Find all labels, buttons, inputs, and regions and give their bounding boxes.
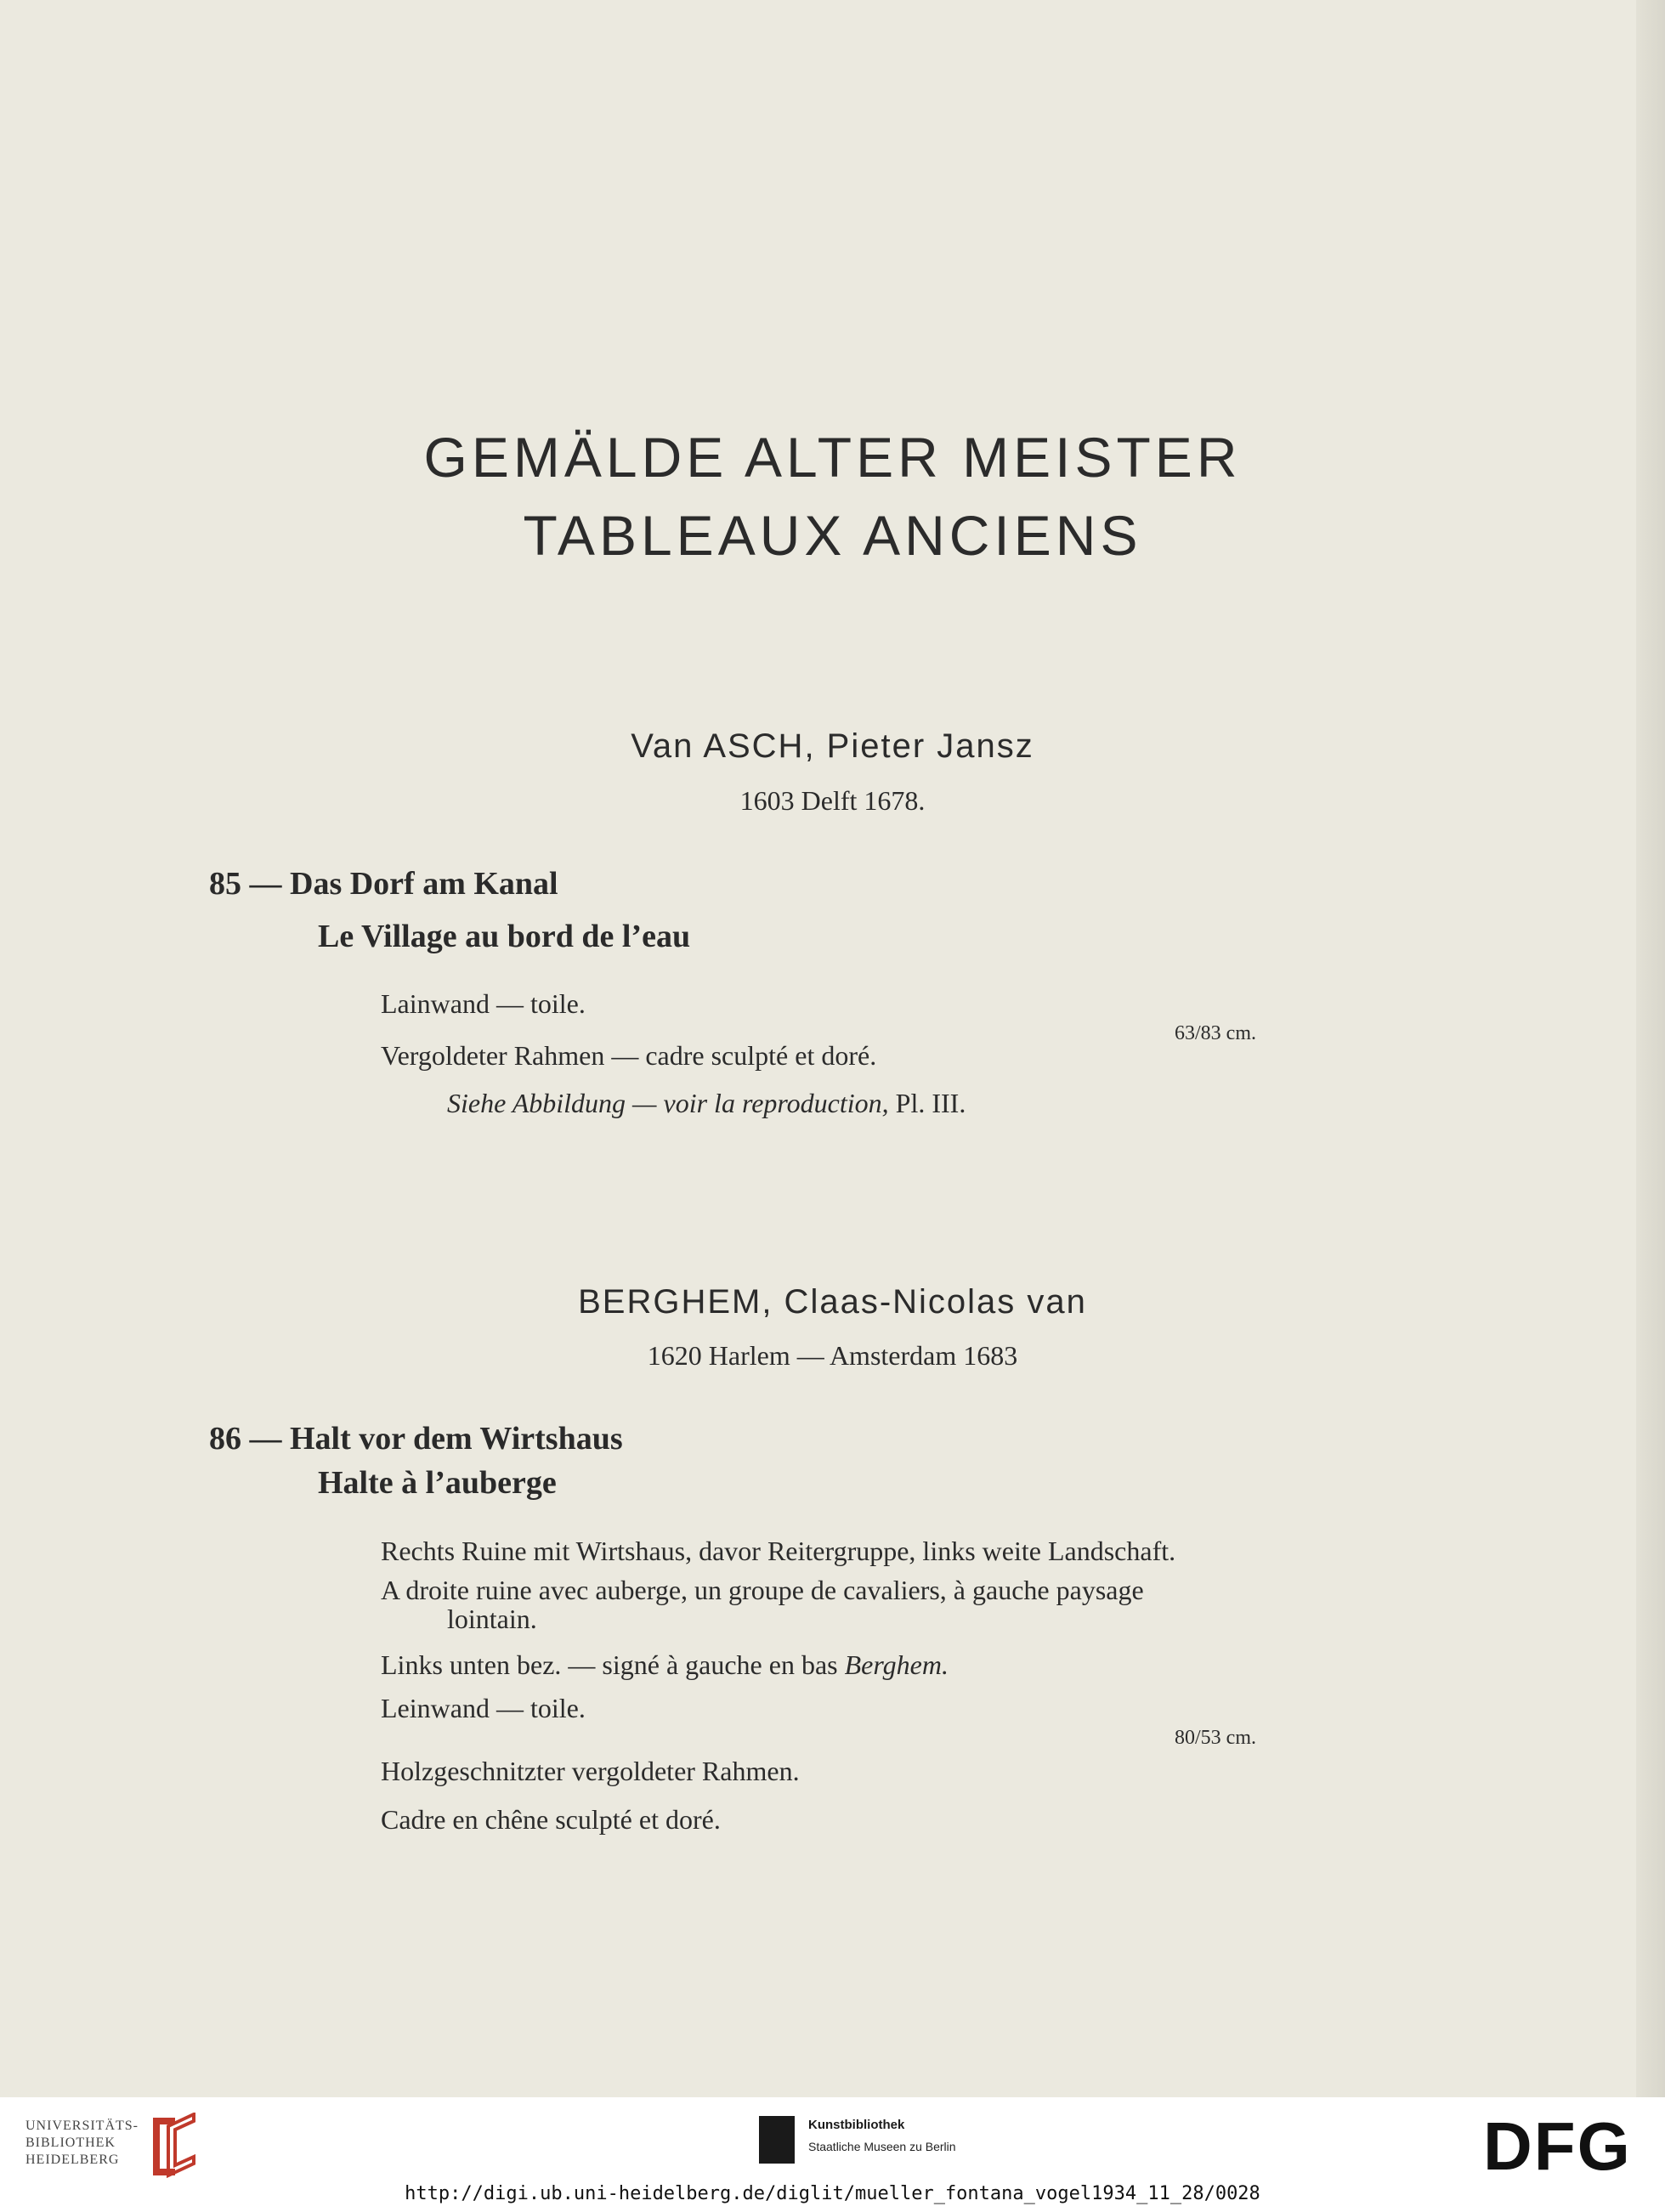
signature-label: Links unten bez. — signé à gauche en bas — [381, 1649, 838, 1680]
dimensions: 63/83 cm. — [1175, 1022, 1256, 1044]
university-library-name: UNIVERSITÄTS- BIBLIOTHEK HEIDELBERG — [25, 2119, 139, 2167]
illustration-reference — [447, 1088, 966, 1119]
description-french-line1: A droite ruine avec auberge, un groupe de cavaliers, à gauche paysage — [381, 1575, 1144, 1605]
dimensions: 80/53 cm. — [1175, 1727, 1256, 1749]
frame-text-french: Cadre en chêne sculpté et doré. — [381, 1804, 721, 1835]
kunstbibliothek-logo[interactable] — [759, 2116, 1048, 2167]
artist-name: Van ASCH, Pieter Jansz — [631, 727, 1034, 765]
section-title-german: GEMÄLDE ALTER MEISTER — [423, 426, 1242, 489]
description-french-line2: lointain. — [447, 1604, 537, 1634]
signature-text — [381, 1649, 949, 1681]
support-text: Lainwand — toile. — [381, 988, 586, 1019]
artist-name: BERGHEM, Claas-Nicolas van — [578, 1283, 1087, 1321]
kunstbibliothek-subtitle: Staatliche Museen zu Berlin — [808, 2140, 956, 2153]
support-text: Leinwand — toile. — [381, 1693, 586, 1723]
frame-text-german: Holzgeschnitzter vergoldeter Rahmen. — [381, 1756, 800, 1786]
section-title-french: TABLEAUX ANCIENS — [523, 504, 1142, 567]
university-library-logo[interactable] — [25, 2107, 204, 2184]
lot-title-french: Halte à l’auberge — [318, 1465, 557, 1501]
artist-dates: 1603 Delft 1678. — [739, 785, 926, 816]
illustration-plate: Pl. III. — [895, 1088, 966, 1118]
eagle-icon — [759, 2116, 795, 2164]
signature-name: Berghem. — [844, 1649, 949, 1680]
illustration-reference-italic: Siehe Abbildung — voir la reproduction, — [447, 1088, 889, 1118]
source-url[interactable]: http://digi.ub.uni-heidelberg.de/diglit/mueller_fontana_vogel1934_11_28/0028 — [405, 2183, 1260, 2204]
frame-text: Vergoldeter Rahmen — cadre sculpté et doré. — [381, 1040, 877, 1071]
description-french — [381, 1576, 1326, 1633]
page-edge-shadow — [1636, 0, 1665, 2097]
kunstbibliothek-name: Kunstbibliothek — [808, 2118, 905, 2132]
lot-title-french: Le Village au bord de l’eau — [318, 919, 691, 954]
lot-title-german: 86 — Halt vor dem Wirtshaus — [209, 1421, 623, 1457]
lot-title-german: 85 — Das Dorf am Kanal — [209, 866, 558, 902]
dfg-logo[interactable]: DFG — [1483, 2108, 1632, 2184]
description-german: Rechts Ruine mit Wirtshaus, davor Reitergruppe, links weite Landschaft. — [381, 1536, 1176, 1566]
artist-dates: 1620 Harlem — Amsterdam 1683 — [647, 1340, 1018, 1371]
library-emblem-icon — [144, 2113, 201, 2181]
